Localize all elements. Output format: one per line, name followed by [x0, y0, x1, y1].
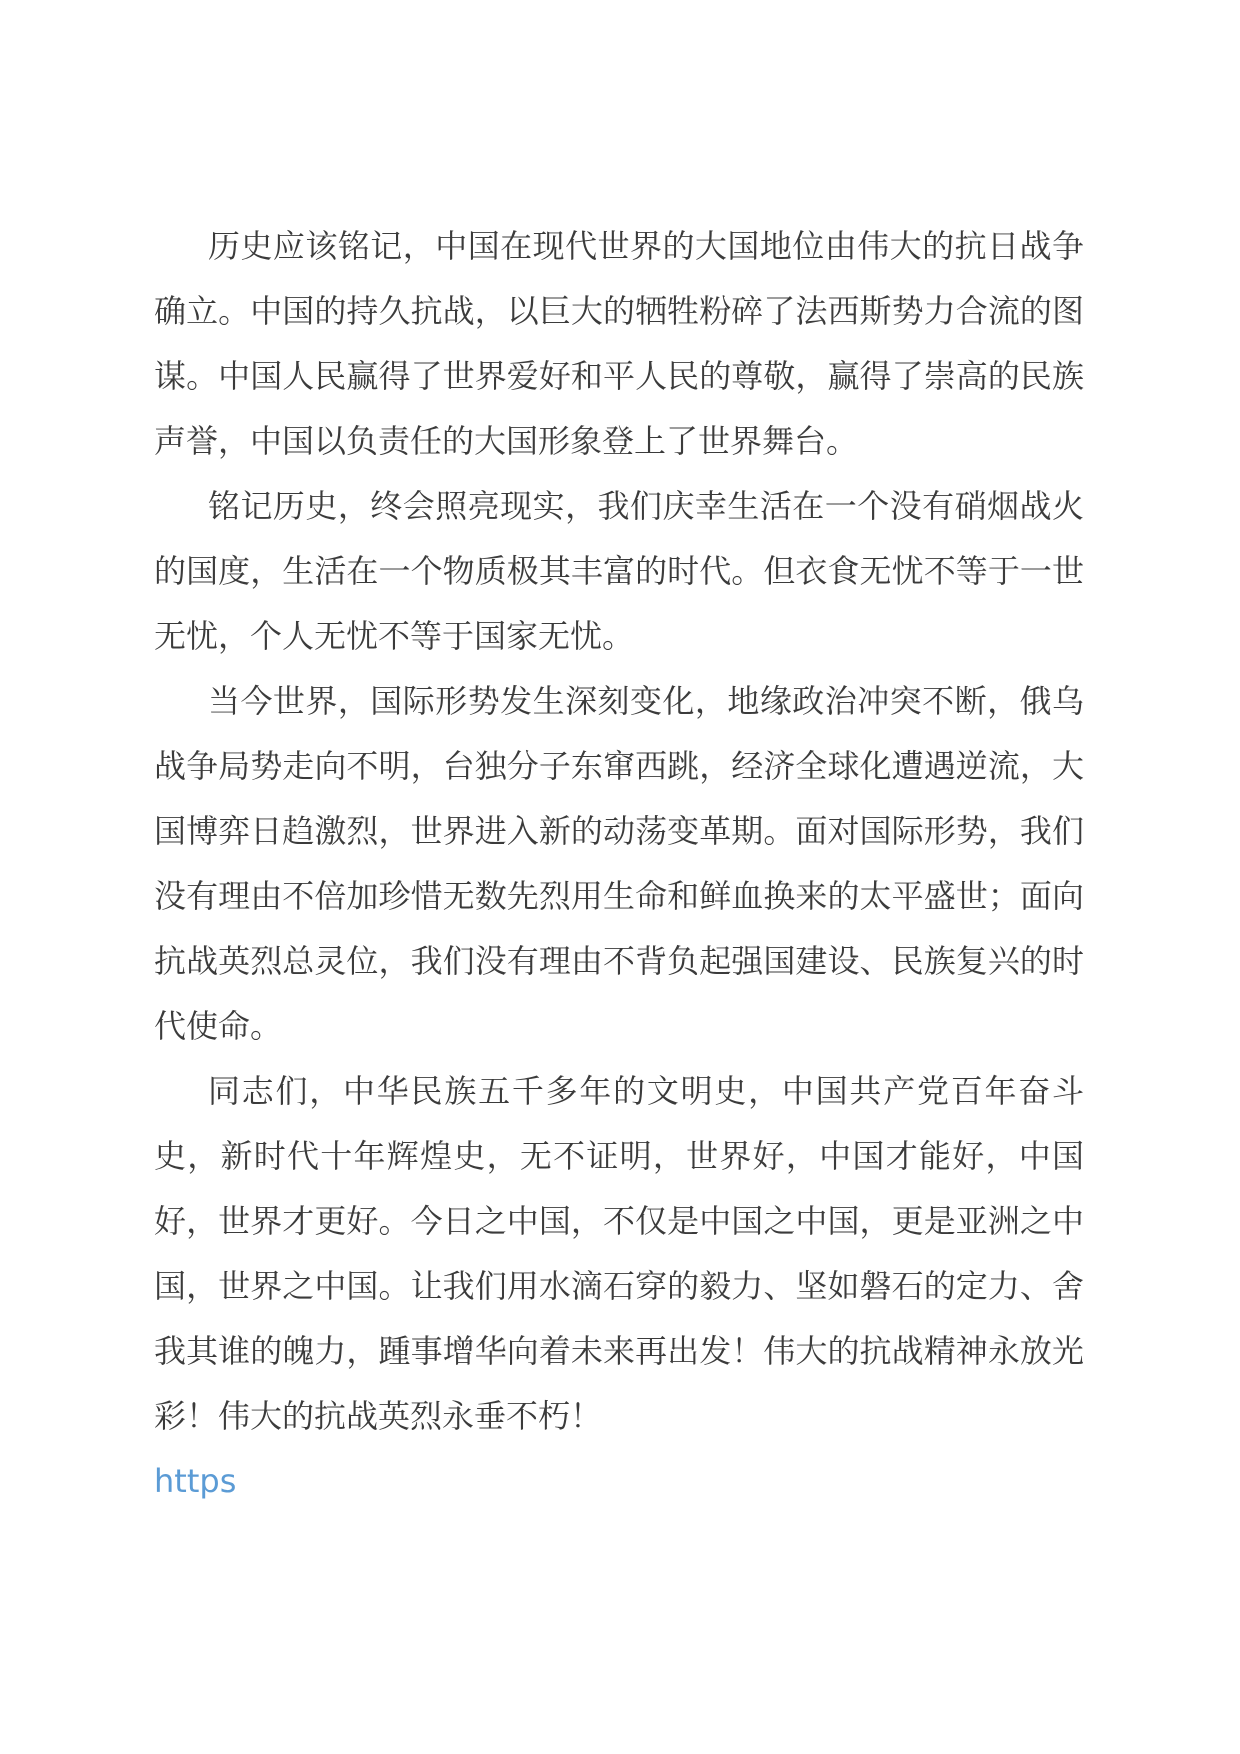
paragraph-world-situation: 当今世界，国际形势发生深刻变化，地缘政治冲突不断，俄乌战争局势走向不明，台独分子东窜西跳，经济全球化遭遇逆流，大国博弈日趋激烈，世界进入新的动荡变革期。面对国际形势，我们没有理由不倍加珍惜无数先烈用生命和鲜血换来的太平盛世；面向抗战英烈总灵位，我们没有理由不背负起强国建设、民族复兴的时代使命。 [154, 682, 1084, 1045]
paragraph-reality: 铭记历史，终会照亮现实，我们庆幸生活在一个没有硝烟战火的国度，生活在一个物质极其丰富的时代。但衣食无忧不等于一世无忧，个人无忧不等于国家无忧。 [154, 487, 1084, 655]
paragraph-conclusion: 同志们，中华民族五千多年的文明史，中国共产党百年奋斗史，新时代十年辉煌史，无不证明，世界好，中国才能好，中国好，世界才更好。今日之中国，不仅是中国之中国，更是亚洲之中国，世界之中国。让我们用水滴石穿的毅力、坚如磐石的定力、舍我其谁的魄力，踵事增华向着未来再出发！伟大的抗战精神永放光彩！伟大的抗战英烈永垂不朽！ [154, 1072, 1084, 1435]
document-body [154, 214, 1084, 1514]
paragraph-history: 历史应该铭记，中国在现代世界的大国地位由伟大的抗日战争确立。中国的持久抗战，以巨大的牺牲粉碎了法西斯势力合流的图谋。中国人民赢得了世界爱好和平人民的尊敬，赢得了崇高的民族声誉，中国以负责任的大国形象登上了世界舞台。 [154, 227, 1084, 460]
url-link[interactable]: https [154, 1462, 237, 1500]
